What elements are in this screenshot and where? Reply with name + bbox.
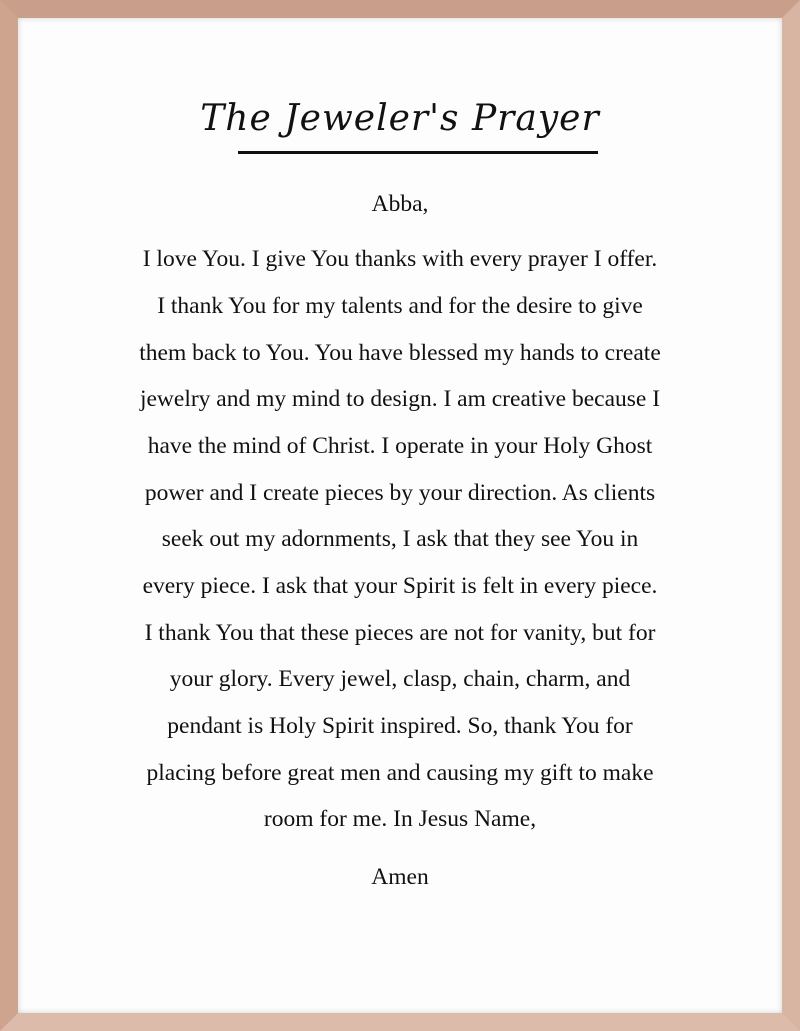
prayer-line: seek out my adornments, I ask that they see You in [161, 526, 639, 552]
prayer-line: have the mind of Christ. I operate in your Holy Ghost [147, 433, 653, 459]
title-underline [238, 151, 598, 154]
prayer-line: pendant is Holy Spirit inspired. So, thank You for [167, 713, 633, 739]
prayer-line: your glory. Every jewel, clasp, chain, charm, and [169, 666, 631, 692]
prayer-line: every piece. I ask that your Spirit is felt in every piece. [142, 573, 658, 599]
prayer-line: room for me. In Jesus Name, [263, 806, 537, 832]
prayer-line: power and I create pieces by your direction. As clients [144, 480, 656, 506]
prayer-line: placing before great men and causing my gift to make [146, 760, 654, 786]
prayer-line: I thank You for my talents and for the desire to give [157, 293, 643, 319]
prayer-greeting: Abba, [371, 191, 429, 217]
prayer-line: jewelry and my mind to design. I am creative because I [139, 386, 661, 412]
prayer-line: I thank You that these pieces are not for vanity, but for [144, 620, 656, 646]
prayer-closing: Amen [371, 864, 429, 890]
prayer-line: I love You. I give You thanks with every prayer I offer. [142, 246, 658, 272]
prayer-line: them back to You. You have blessed my hands to create [139, 340, 661, 366]
prayer-title: The Jeweler's Prayer [200, 98, 600, 139]
